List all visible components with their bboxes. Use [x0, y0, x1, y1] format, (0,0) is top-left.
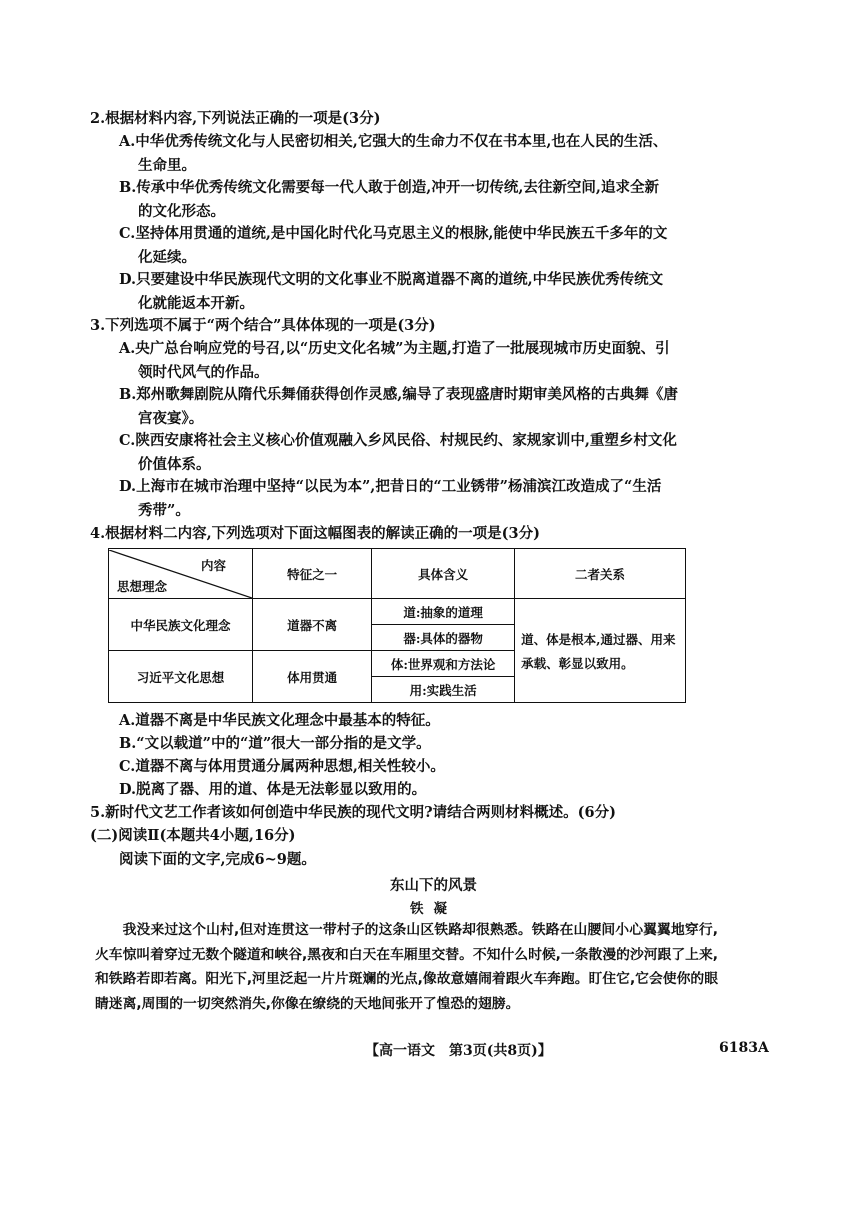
page-number-label: 【高一语文 第3页(共8页)】	[365, 1043, 552, 1059]
q3-option-c	[119, 429, 719, 476]
q3-option-b	[119, 383, 719, 430]
relation-cell	[515, 599, 686, 703]
corner-bottom-label: 思想理念	[117, 578, 168, 594]
q4-option-b: B.“文以载道”中的“道”很大一部分指的是文学。	[119, 735, 431, 752]
essay-title: 东山下的风景	[390, 877, 477, 894]
row1-meaning1: 道:抽象的道理	[372, 599, 515, 625]
essay-author: 铁凝	[410, 901, 457, 917]
row2-name: 习近平文化思想	[109, 651, 253, 703]
question-4-stem: 4.根据材料二内容,下列选项对下面这幅图表的解读正确的一项是(3分)	[90, 525, 540, 542]
row2-meaning2: 用:实践生活	[372, 677, 515, 703]
q3-option-d-line2: 秀带”。	[138, 501, 190, 519]
q3-option-b-line2: 宫夜宴》。	[138, 409, 204, 427]
q2-option-c	[119, 222, 719, 269]
q2-option-c-line2: 化延续。	[138, 248, 196, 266]
q2-option-b	[119, 176, 719, 223]
q2-option-b-line1: B.传承中华优秀传统文化需要每一代人敢于创造,冲开一切传统,去往新空间,追求全新	[119, 179, 659, 196]
row1-feature: 道器不离	[253, 599, 372, 651]
q2-option-d-line2: 化就能返本开新。	[138, 294, 254, 312]
header-meaning: 具体含义	[372, 549, 515, 599]
concept-table	[108, 548, 686, 703]
section-2-heading: (二)阅读Ⅱ(本题共4小题,16分)	[90, 827, 296, 844]
question-3-stem: 3.下列选项不属于“两个结合”具体体现的一项是(3分)	[90, 317, 436, 334]
q4-option-c: C.道器不离与体用贯通分属两种思想,相关性较小。	[119, 758, 445, 775]
table-corner-cell	[109, 549, 253, 599]
q2-option-b-line2: 的文化形态。	[138, 202, 225, 220]
question-2-stem: 2.根据材料内容,下列说法正确的一项是(3分)	[90, 110, 381, 127]
exam-code: 6183A	[719, 1040, 769, 1056]
row1-meaning2: 器:具体的器物	[372, 625, 515, 651]
relation-line1: 道、体是根本,通过器、用来	[521, 631, 676, 647]
q3-option-d	[119, 475, 719, 522]
q2-option-a	[119, 130, 719, 177]
q3-option-a-line1: A.央广总台响应党的号召,以“历史文化名城”为主题,打造了一批展现城市历史面貌、引	[119, 340, 670, 357]
question-5-stem: 5.新时代文艺工作者该如何创造中华民族的现代文明?请结合两则材料概述。(6分)	[90, 804, 616, 821]
row2-meaning1: 体:世界观和方法论	[372, 651, 515, 677]
q3-option-c-line2: 价值体系。	[138, 455, 211, 473]
q2-option-d-line1: D.只要建设中华民族现代文明的文化事业不脱离道器不离的道统,中华民族优秀传统文	[119, 271, 664, 288]
q3-option-c-line1: C.陕西安康将社会主义核心价值观融入乡风民俗、村规民约、家规家训中,重塑乡村文化	[119, 432, 677, 449]
header-relation: 二者关系	[515, 549, 686, 599]
q3-option-d-line1: D.上海市在城市治理中坚持“以民为本”,把昔日的“工业锈带”杨浦滨江改造成了“生活	[119, 478, 662, 495]
header-feature: 特征之一	[253, 549, 372, 599]
q2-option-c-line1: C.坚持体用贯通的道统,是中国化时代化马克思主义的根脉,能使中华民族五千多年的文	[119, 225, 668, 242]
q2-option-a-line2: 生命里。	[138, 156, 196, 174]
relation-line2: 承载、彰显以致用。	[521, 655, 634, 671]
row2-feature: 体用贯通	[253, 651, 372, 703]
section-2-instruction: 阅读下面的文字,完成6~9题。	[119, 851, 316, 868]
essay-paragraph: 我没来过这个山村,但对连贯这一带村子的这条山区铁路却很熟悉。铁路在山腰间小心翼翼地穿行,火车惊叫着穿过无数个隧道和峡谷,黑夜和白天在车厢里交替。不知什么时候,一条散漫的沙河跟了上来,和铁路若即若离。阳光下,河里泛起一片片斑斓的光点,像故意嬉闹着跟火车奔跑。盯住它,它会使你的眼睛迷离,周围的一切突然消失,你像在缭绕的天地间张开了惶恐的翅膀。	[95, 922, 718, 1012]
q3-option-a	[119, 337, 719, 384]
q4-option-d: D.脱离了器、用的道、体是无法彰显以致用的。	[119, 781, 427, 798]
row1-name: 中华民族文化理念	[109, 599, 253, 651]
q2-option-d	[119, 268, 719, 315]
q2-option-a-line1: A.中华优秀传统文化与人民密切相关,它强大的生命力不仅在书本里,也在人民的生活、	[119, 133, 668, 150]
corner-top-label: 内容	[200, 557, 226, 573]
q3-option-a-line2: 领时代风气的作品。	[138, 363, 269, 381]
q3-option-b-line1: B.郑州歌舞剧院从隋代乐舞俑获得创作灵感,编导了表现盛唐时期审美风格的古典舞《唐	[119, 386, 678, 403]
q4-option-a: A.道器不离是中华民族文化理念中最基本的特征。	[119, 712, 440, 729]
